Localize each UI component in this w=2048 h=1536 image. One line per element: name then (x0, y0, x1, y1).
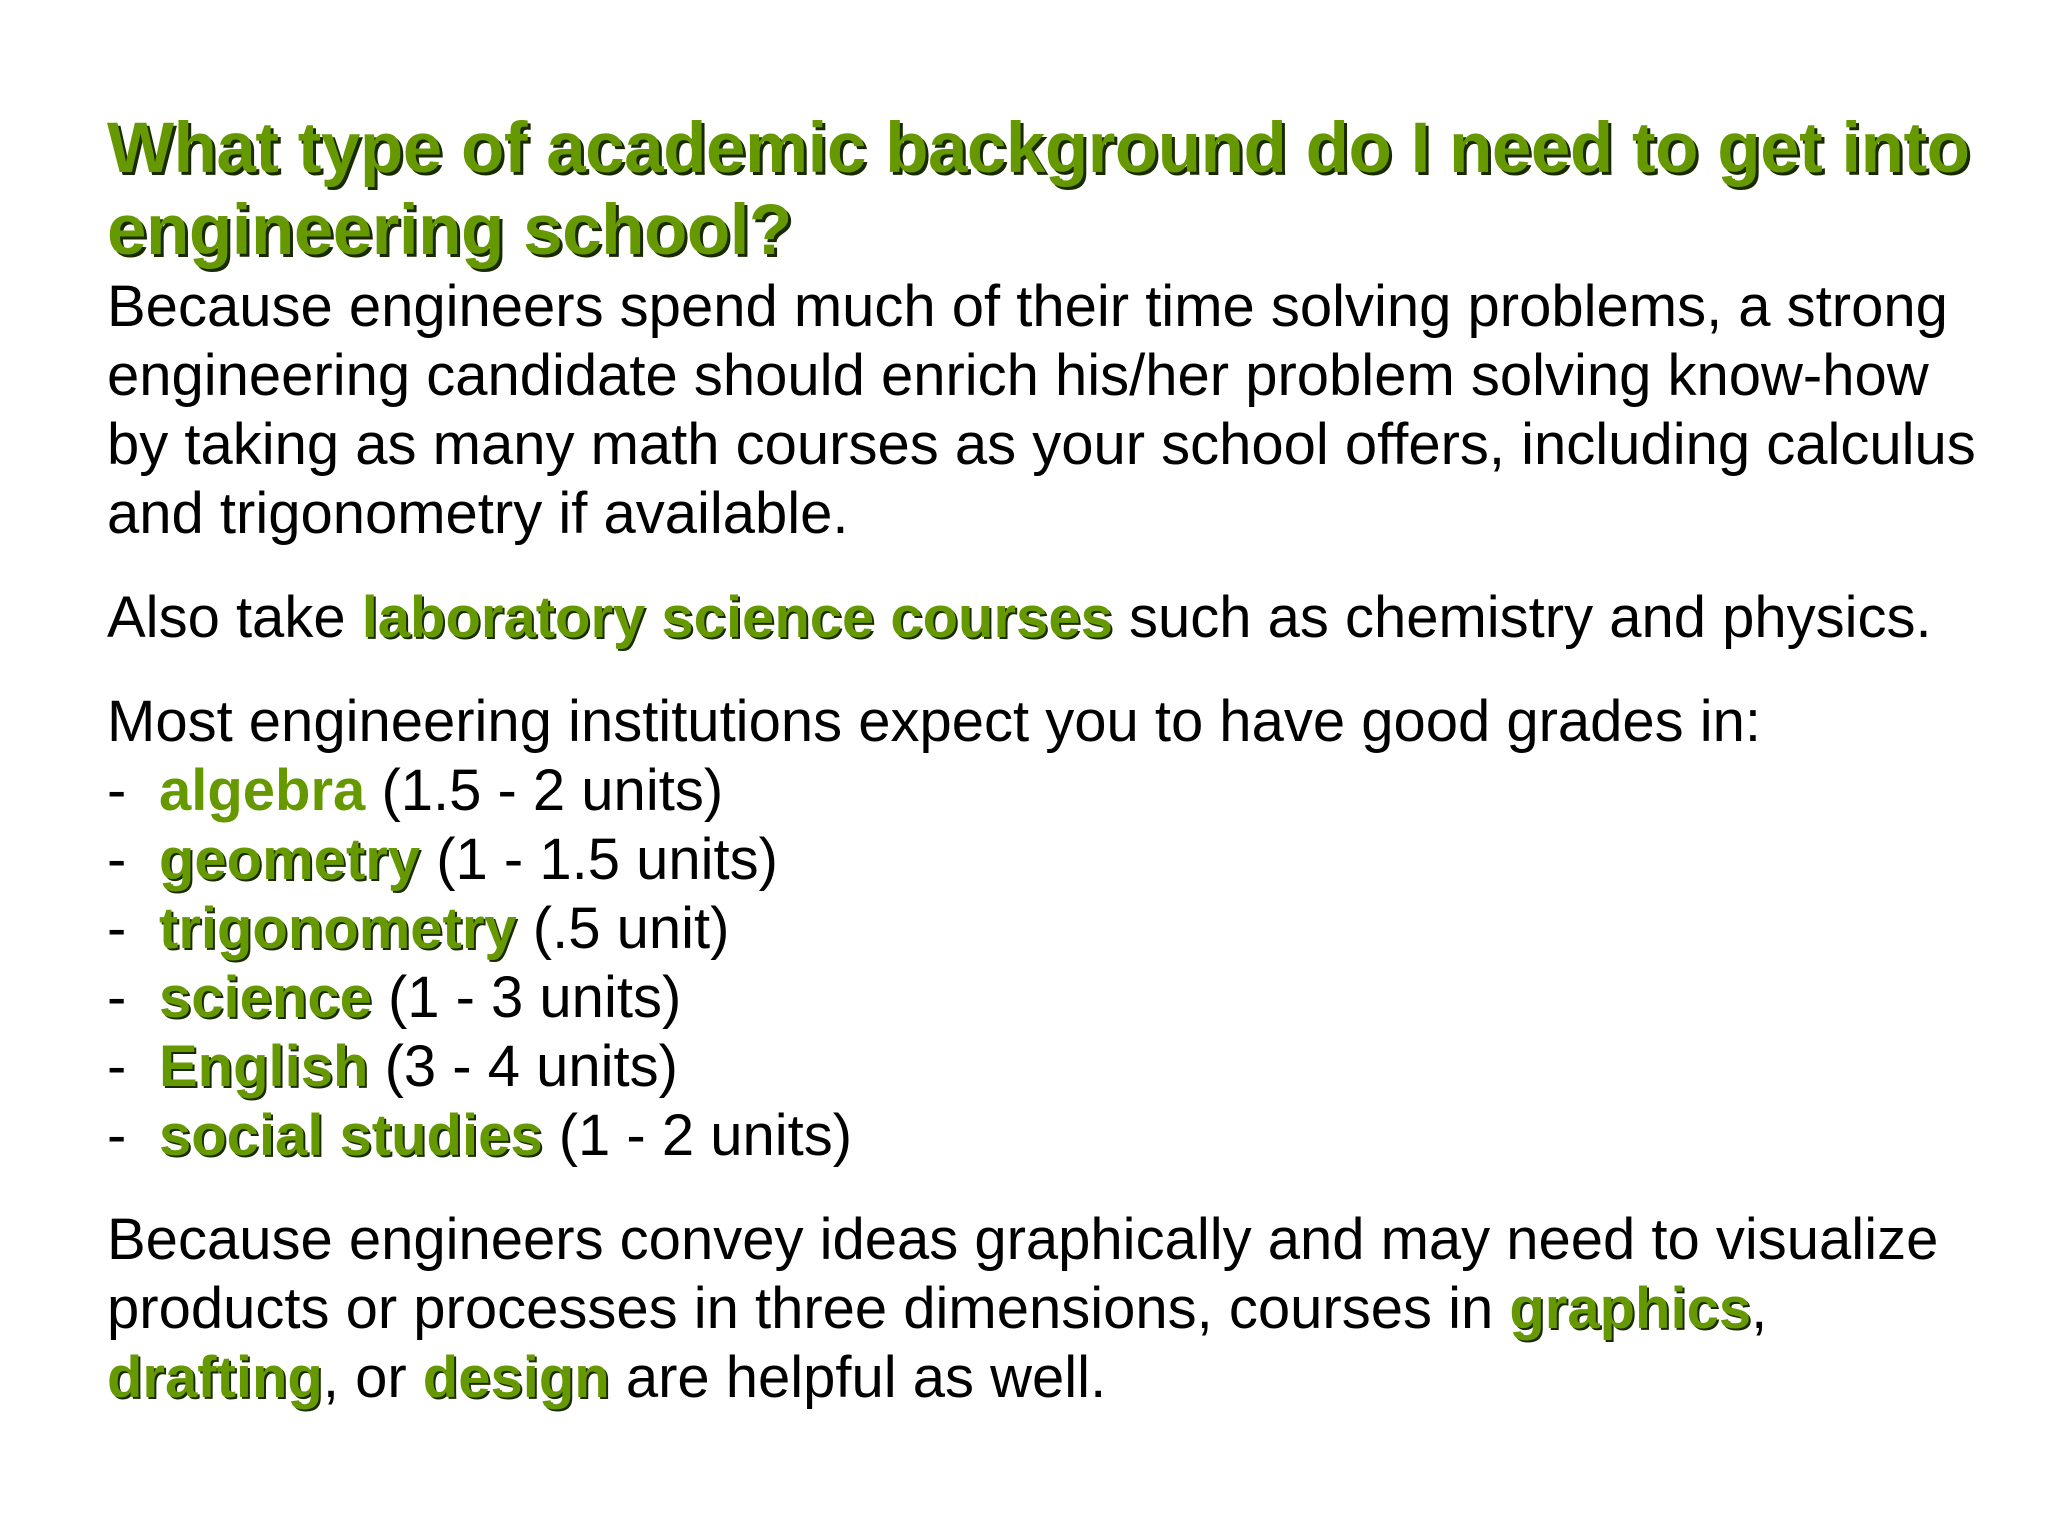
course-name: social studies (159, 1103, 543, 1168)
closing-separator: , (1751, 1276, 1768, 1341)
lab-text-after: such as chemistry and physics. (1112, 585, 1932, 650)
course-list (107, 756, 1987, 1170)
list-dash: - (107, 1034, 127, 1099)
intro-paragraph: Because engineers spend much of their time solving problems, a strong engineering candidate should enrich his/her problem solving know-how by taking as many math courses as your school offers, including calculus and trigonometry if available. (107, 274, 1976, 546)
slide (107, 108, 1987, 1412)
course-units: (1 - 2 units) (542, 1103, 853, 1168)
list-dash: - (107, 1103, 127, 1168)
closing-separator: , or (322, 1345, 423, 1410)
closing-text-after: are helpful as well. (609, 1345, 1107, 1410)
course-units: (1.5 - 2 units) (365, 758, 724, 823)
list-item (107, 894, 1987, 963)
course-name: English (159, 1034, 369, 1099)
list-item (107, 825, 1987, 894)
list-item (107, 1101, 1987, 1170)
course-units: (3 - 4 units) (368, 1034, 678, 1099)
course-units: (1 - 3 units) (371, 965, 682, 1030)
slide-title: What type of academic background do I need to get into engineering school? (107, 109, 1970, 270)
course-units: (1 - 1.5 units) (420, 827, 778, 892)
list-dash: - (107, 758, 127, 823)
list-dash: - (107, 965, 127, 1030)
design-highlight: design (422, 1345, 610, 1410)
lab-highlight: laboratory science courses (361, 585, 1113, 650)
course-name: science (159, 965, 372, 1030)
closing-text-before: Because engineers convey ideas graphically and may need to visualize products or processes in three dimensions, courses in (107, 1207, 1939, 1341)
course-name: geometry (159, 827, 421, 892)
course-name: algebra (159, 758, 366, 823)
drafting-highlight: drafting (107, 1345, 323, 1410)
list-item (107, 1032, 1987, 1101)
grades-intro: Most engineering institutions expect you to have good grades in: (107, 689, 1762, 754)
list-item (107, 963, 1987, 1032)
closing-paragraph (107, 1205, 1987, 1412)
lab-text-before: Also take (107, 585, 362, 650)
course-units: (.5 unit) (516, 896, 730, 961)
list-item (107, 756, 1987, 825)
graphics-highlight: graphics (1509, 1276, 1752, 1341)
list-dash: - (107, 827, 127, 892)
list-dash: - (107, 896, 127, 961)
lab-paragraph (107, 583, 1987, 652)
course-name: trigonometry (159, 896, 517, 961)
